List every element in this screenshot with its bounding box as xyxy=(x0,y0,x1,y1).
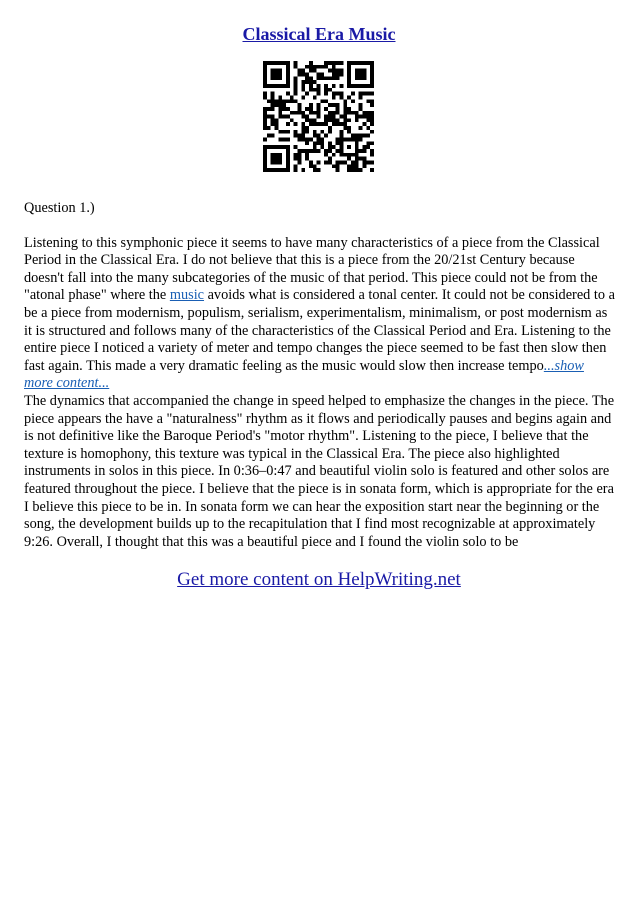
document-title-link[interactable]: Classical Era Music xyxy=(242,24,396,44)
paragraph-1-text-start: Listening to this symphonic piece it seems to have many characteristics of a piece from the Classical Period in the Classical Era. I do not believe that this is a piece from the 20/21st Century because doesn't fall into the many subcategories of the music of that period. This piece could not be from the "atonal phase" where the xyxy=(24,234,600,304)
paragraph-1 xyxy=(24,235,616,393)
title-container xyxy=(0,24,638,45)
get-more-content-link[interactable]: Get more content on HelpWriting.net xyxy=(177,569,461,590)
question-heading: Question 1.) xyxy=(24,200,95,216)
show-more-link[interactable]: ...show more content... xyxy=(24,357,584,392)
paragraph-2: The dynamics that accompanied the change in speed helped to emphasize the changes in the piece. The piece appears the have a "naturalness" rhythm as it flows and periodically pauses and begins again and is not definitive like the Baroque Period's "motor rhythm". Listening to the piece, I believe that the texture is homophony, this texture was typical in the Classical Era. The piece also highlighted instruments in solos in this piece. In 0:36–0:47 and beautiful violin solo is featured and other solos are featured throughout the piece. I believe that the piece is in sonata form, which is appropriate for the era I believe this piece to be in. In sonata form we can hear the exposition start near the beginning or the song, the development builds up to the recapitulation that I find most recognizable at approximately 9:26. Overall, I thought that this was a beautiful piece and I found the violin solo to be xyxy=(24,392,615,550)
music-link[interactable]: music xyxy=(169,287,205,304)
qr-code-icon xyxy=(263,61,374,172)
document-body xyxy=(24,200,616,551)
footer-container xyxy=(0,569,638,591)
paragraph-1-text-end: avoids what is considered a tonal center. It could not be considered to a be a piece from modernism, populism, serialism, experimentalism, minimalism, or post modernism as it is structured and follows many of the characteristics of the Classical Period and Era. Listening to the entire piece I noticed a variety of meter and tempo changes the piece seemed to be fast then slow then fast again. This made a very dramatic feeling as the music would slow then increase tempo xyxy=(24,287,615,374)
